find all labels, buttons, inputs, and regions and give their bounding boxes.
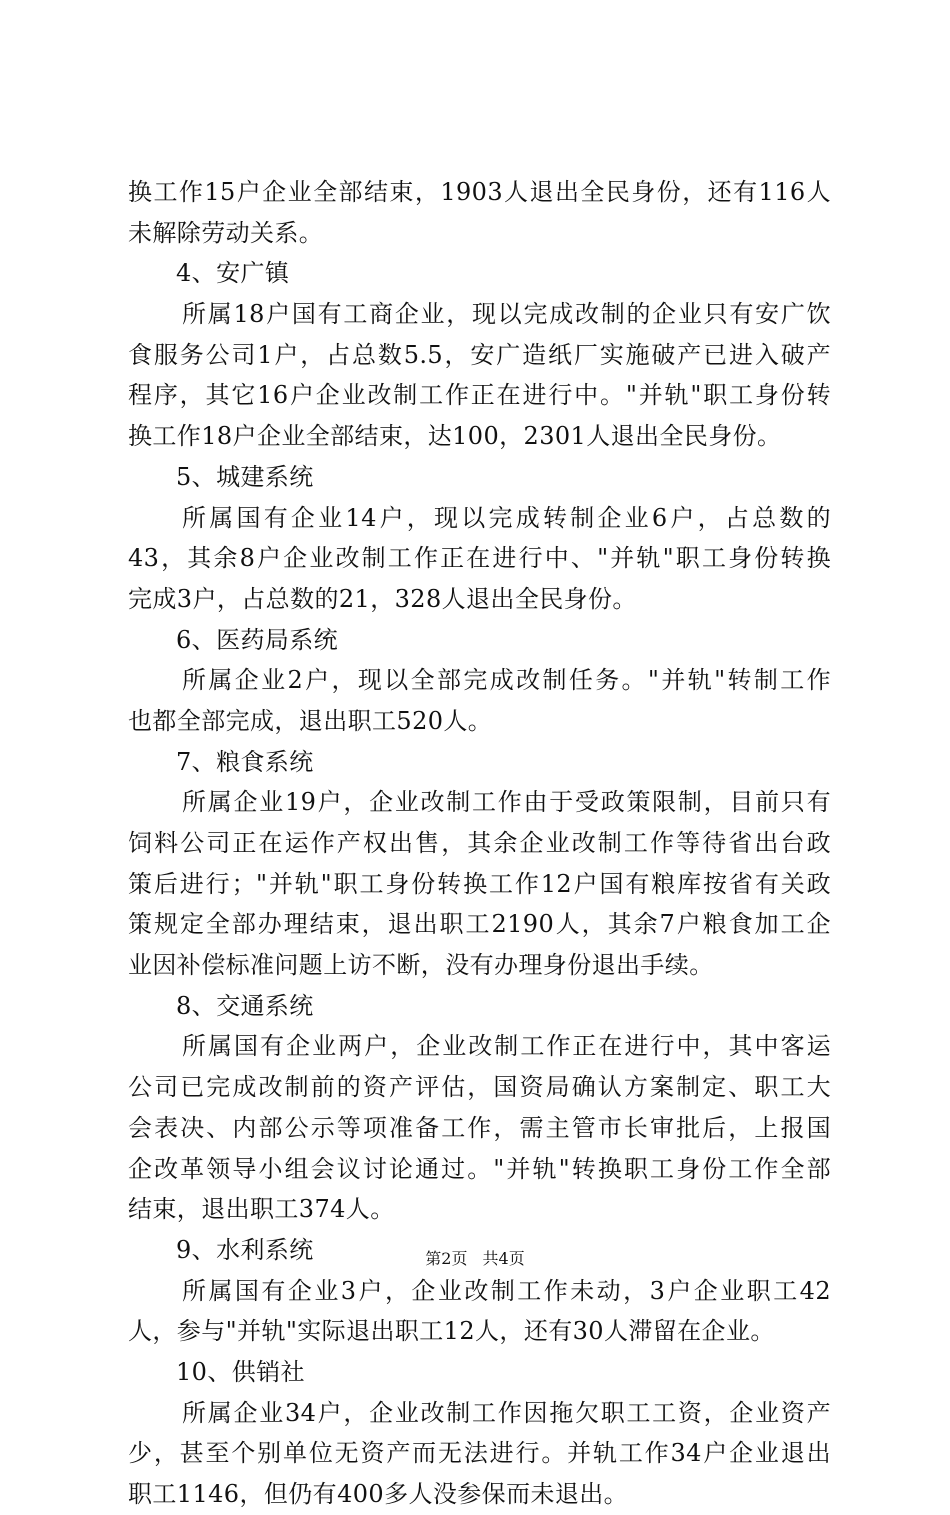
paragraph-line: 所属企业19户，企业改制工作由于受政策限制，目前只有 [182, 788, 831, 817]
section-heading: 8、交通系统 [176, 991, 314, 1020]
paragraph-line: 未解除劳动关系。 [128, 218, 324, 247]
section-heading: 5、城建系统 [176, 462, 314, 491]
paragraph-line: 饲料公司正在运作产权出售，其余企业改制工作等待省出台政 [128, 829, 831, 857]
paragraph-line: 业因补偿标准问题上访不断，没有办理身份退出手续。 [128, 951, 714, 980]
paragraph-line: 也都全部完成，退出职工520人。 [128, 706, 493, 735]
paragraph-line: 食服务公司1户，占总数5.5，安广造纸厂实施破产已进入破产 [128, 340, 831, 369]
section-heading: 9、水利系统 [176, 1235, 314, 1264]
section-heading: 6、医药局系统 [176, 625, 339, 654]
paragraph-line: 程序，其它16户企业改制工作正在进行中。"并轨"职工身份转 [128, 381, 831, 410]
page-footer [0, 1246, 950, 1269]
paragraph-line: 所属国有企业两户，企业改制工作正在进行中，其中客运 [182, 1032, 831, 1061]
paragraph-line: 换工作18户企业全部结束，达100，2301人退出全民身份。 [128, 422, 782, 451]
paragraph-line: 策后进行；"并轨"职工身份转换工作12户国有粮库按省有关政 [128, 869, 831, 898]
paragraph-line: 人，参与"并轨"实际退出职工12人，还有30人滞留在企业。 [128, 1317, 775, 1346]
paragraph-line: 所属企业2户，现以全部完成改制任务。"并轨"转制工作 [182, 666, 831, 695]
page-total: 共4页 [482, 1249, 525, 1268]
paragraph-line: 结束，退出职工374人。 [128, 1195, 395, 1224]
paragraph-line: 所属国有企业14户，现以完成转制企业6户，占总数的 [182, 503, 831, 532]
paragraph-line: 企改革领导小组会议讨论通过。"并轨"转换职工身份工作全部 [128, 1154, 831, 1183]
paragraph-line: 换工作15户企业全部结束，1903人退出全民身份，还有116人 [128, 178, 831, 206]
paragraph-line: 所属企业34户，企业改制工作因拖欠职工工资，企业资产 [182, 1398, 831, 1427]
paragraph-line: 公司已完成改制前的资产评估，国资局确认方案制定、职工大 [128, 1073, 831, 1102]
paragraph-line: 会表决、内部公示等项准备工作，需主管市长审批后，上报国 [128, 1113, 831, 1142]
paragraph-line: 策规定全部办理结束，退出职工2190人，其余7户粮食加工企 [128, 910, 831, 939]
section-heading: 4、安广镇 [176, 259, 290, 288]
paragraph-line: 完成3户，占总数的21，328人退出全民身份。 [128, 584, 637, 613]
paragraph-line: 43，其余8户企业改制工作正在进行中、"并轨"职工身份转换 [128, 544, 831, 573]
paragraph-line: 所属18户国有工商企业，现以完成改制的企业只有安广饮 [182, 300, 831, 329]
page-number: 第2页 [425, 1249, 468, 1268]
paragraph-line: 少，甚至个别单位无资产而无法进行。并轨工作34户企业退出 [128, 1439, 831, 1468]
section-heading: 10、供销社 [176, 1357, 305, 1386]
paragraph-line: 所属国有企业3户，企业改制工作未动，3户企业职工42 [182, 1276, 831, 1305]
section-heading: 7、粮食系统 [176, 747, 314, 776]
document-body [128, 172, 831, 1515]
paragraph-line: 职工1146，但仍有400多人没参保而未退出。 [128, 1480, 629, 1508]
